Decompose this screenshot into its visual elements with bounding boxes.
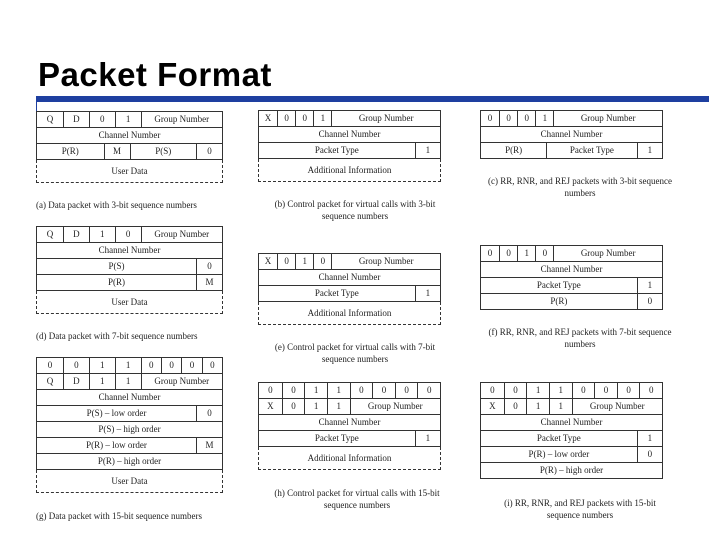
packet-field: 0 xyxy=(268,385,273,395)
data-field-row xyxy=(258,302,441,325)
header-field-row xyxy=(36,275,223,291)
packet-diagram-a xyxy=(36,111,223,183)
header-field-row xyxy=(480,447,663,463)
packet-field: User Data xyxy=(111,166,148,176)
packet-field: 1 xyxy=(327,399,350,414)
packet-field: Group Number xyxy=(572,399,663,414)
packet-field: Packet Type xyxy=(314,288,359,298)
packet-diagram-c xyxy=(480,110,663,159)
packet-field: 0 xyxy=(161,358,181,373)
header-field-row xyxy=(258,110,441,127)
packet-field: 1 xyxy=(304,399,327,414)
header-field-row xyxy=(36,422,223,438)
packet-field: 0 xyxy=(487,113,493,123)
caption-b: (b) Control packet for virtual calls with 3-bit sequence numbers xyxy=(274,199,436,221)
packet-field: Q xyxy=(46,376,54,386)
packet-field: P(R) xyxy=(550,296,568,306)
packet-field: 0 xyxy=(47,360,53,370)
header-field-row xyxy=(36,144,223,160)
caption-i: (i) RR, RNR, and REJ packets with 15-bit sequence numbers xyxy=(504,498,656,520)
packet-field: Channel Number xyxy=(540,417,603,427)
packet-diagram-g xyxy=(36,357,223,493)
packet-field: 1 xyxy=(526,399,549,414)
packet-field: Channel Number xyxy=(318,272,381,282)
header-field-row xyxy=(258,399,441,415)
data-field-row xyxy=(36,470,223,493)
packet-field: 0 xyxy=(572,383,595,398)
packet-field: 1 xyxy=(327,383,350,398)
packet-field: Group Number xyxy=(553,246,662,261)
packet-field: P(R) xyxy=(108,277,126,287)
packet-field: 0 xyxy=(637,447,662,462)
packet-field: 0 xyxy=(594,383,617,398)
header-field-row xyxy=(258,382,441,399)
data-field-row xyxy=(36,160,223,183)
packet-field: 0 xyxy=(196,406,222,421)
packet-field: Channel Number xyxy=(318,129,381,139)
packet-field: 1 xyxy=(637,278,662,293)
packet-field: User Data xyxy=(111,476,148,486)
packet-field: 0 xyxy=(372,383,395,398)
packet-field: 0 xyxy=(504,399,527,414)
packet-field: 0 xyxy=(350,383,373,398)
packet-field: Packet Type xyxy=(314,145,359,155)
packet-field: Packet Type xyxy=(536,433,581,443)
header-field-row xyxy=(480,294,663,310)
packet-field: Q xyxy=(46,114,54,124)
packet-field: 0 xyxy=(517,111,535,126)
packet-field: Group Number xyxy=(141,112,222,127)
packet-field: Channel Number xyxy=(98,245,161,255)
packet-field: Additional Information xyxy=(307,308,392,318)
page-title: Packet Format xyxy=(38,56,272,93)
packet-diagram-h xyxy=(258,382,441,470)
packet-field: 1 xyxy=(637,431,662,446)
packet-field: 0 xyxy=(535,246,553,261)
header-field-row xyxy=(258,127,441,143)
packet-field: 0 xyxy=(313,254,331,269)
header-field-row xyxy=(480,245,663,262)
packet-field: X xyxy=(264,256,272,266)
packet-field: 0 xyxy=(277,254,295,269)
header-field-row xyxy=(258,143,441,159)
packet-field: 1 xyxy=(415,431,440,446)
packet-field: 1 xyxy=(115,374,141,389)
packet-field: 0 xyxy=(504,383,527,398)
packet-field: 0 xyxy=(141,358,161,373)
packet-field: Group Number xyxy=(553,111,662,126)
header-field-row xyxy=(480,262,663,278)
header-field-row xyxy=(36,243,223,259)
header-field-row xyxy=(36,226,223,243)
packet-field: Packet Type xyxy=(546,143,637,158)
data-field-row xyxy=(36,291,223,314)
header-field-row xyxy=(480,463,663,479)
packet-field: 0 xyxy=(115,227,141,242)
title-underline xyxy=(36,96,709,102)
header-field-row xyxy=(36,111,223,128)
caption-g: (g) Data packet with 15-bit sequence numbers xyxy=(36,511,202,521)
header-field-row xyxy=(36,259,223,275)
packet-field: Group Number xyxy=(331,254,440,269)
packet-field: M xyxy=(196,438,222,453)
packet-field: 1 xyxy=(637,143,662,158)
packet-field: P(S) – high order xyxy=(98,424,161,434)
packet-field: 0 xyxy=(277,111,295,126)
packet-field: 0 xyxy=(181,358,201,373)
packet-field: 0 xyxy=(282,383,305,398)
header-field-row xyxy=(258,286,441,302)
caption-d: (d) Data packet with 7-bit sequence numbers xyxy=(36,331,198,341)
header-field-row xyxy=(36,454,223,470)
packet-field: 1 xyxy=(549,399,572,414)
packet-field: 1 xyxy=(89,374,115,389)
packet-field: 1 xyxy=(115,358,141,373)
packet-field: 1 xyxy=(115,112,141,127)
packet-field: X xyxy=(264,113,272,123)
packet-field: 1 xyxy=(304,383,327,398)
packet-field: M xyxy=(104,144,130,159)
packet-field: P(R) – high order xyxy=(97,456,162,466)
packet-field: M xyxy=(196,275,222,290)
packet-field: D xyxy=(63,374,89,389)
packet-field: Channel Number xyxy=(98,392,161,402)
packet-diagram-f xyxy=(480,245,663,310)
packet-field: P(R) – high order xyxy=(539,465,604,475)
packet-field: Channel Number xyxy=(98,130,161,140)
header-field-row xyxy=(36,406,223,422)
data-field-row xyxy=(258,447,441,470)
packet-field: Channel Number xyxy=(318,417,381,427)
header-field-row xyxy=(36,438,223,454)
header-field-row xyxy=(258,270,441,286)
packet-field: P(R) – low order xyxy=(528,449,590,459)
packet-field: P(R) – low order xyxy=(86,440,147,450)
packet-field: 0 xyxy=(282,399,305,414)
header-field-row xyxy=(480,431,663,447)
packet-field: 0 xyxy=(295,111,313,126)
packet-field: 1 xyxy=(517,246,535,261)
packet-field: X xyxy=(267,401,274,411)
packet-field: Group Number xyxy=(331,111,440,126)
packet-field: 1 xyxy=(295,254,313,269)
packet-field: Group Number xyxy=(141,227,222,242)
packet-field: 0 xyxy=(417,383,440,398)
packet-field: Q xyxy=(46,229,54,239)
packet-field: 1 xyxy=(313,111,331,126)
caption-c: (c) RR, RNR, and REJ packets with 3-bit sequence numbers xyxy=(488,176,672,198)
packet-field: 1 xyxy=(526,383,549,398)
header-field-row xyxy=(258,431,441,447)
caption-e: (e) Control packet for virtual calls with 7-bit sequence numbers xyxy=(274,342,436,364)
packet-field: 0 xyxy=(196,144,222,159)
packet-field: P(S) xyxy=(108,261,125,271)
packet-field: 1 xyxy=(415,286,440,301)
packet-field: Packet Type xyxy=(536,280,581,290)
packet-field: D xyxy=(63,112,89,127)
packet-diagram-b xyxy=(258,110,441,182)
caption-h: (h) Control packet for virtual calls with 15-bit sequence numbers xyxy=(274,488,440,510)
packet-field: 0 xyxy=(499,111,517,126)
header-field-row xyxy=(480,382,663,399)
packet-field: X xyxy=(489,401,496,411)
packet-field: 1 xyxy=(415,143,440,158)
packet-field: P(R) xyxy=(505,145,523,155)
packet-field: 0 xyxy=(490,385,495,395)
header-field-row xyxy=(36,128,223,144)
packet-field: P(R) xyxy=(61,146,79,156)
caption-a: (a) Data packet with 3-bit sequence numbers xyxy=(36,200,197,210)
header-field-row xyxy=(36,374,223,390)
packet-field: 0 xyxy=(89,112,115,127)
header-field-row xyxy=(480,110,663,127)
packet-field: Group Number xyxy=(141,374,222,389)
packet-field: 0 xyxy=(639,383,662,398)
packet-field: Additional Information xyxy=(307,453,392,463)
header-field-row xyxy=(480,278,663,294)
packet-field: P(S) – low order xyxy=(86,408,147,418)
packet-field: 1 xyxy=(89,358,115,373)
packet-diagram-e xyxy=(258,253,441,325)
packet-field: 0 xyxy=(196,259,222,274)
packet-diagram-i xyxy=(480,382,663,479)
header-field-row xyxy=(36,390,223,406)
header-field-row xyxy=(480,143,663,159)
packet-field: 0 xyxy=(637,294,662,309)
packet-field: Packet Type xyxy=(314,433,359,443)
packet-field: 0 xyxy=(63,358,89,373)
packet-field: D xyxy=(63,227,89,242)
packet-field: P(S) xyxy=(130,144,197,159)
packet-field: 0 xyxy=(499,246,517,261)
header-field-row xyxy=(258,253,441,270)
packet-field: User Data xyxy=(111,297,148,307)
packet-field: 0 xyxy=(395,383,418,398)
packet-field: 1 xyxy=(549,383,572,398)
packet-field: 0 xyxy=(202,358,222,373)
data-field-row xyxy=(258,159,441,182)
packet-field: Channel Number xyxy=(540,264,603,274)
packet-field: Channel Number xyxy=(540,129,603,139)
header-field-row xyxy=(36,357,223,374)
packet-field: Additional Information xyxy=(307,165,392,175)
packet-field: Group Number xyxy=(350,399,441,414)
packet-field: 1 xyxy=(535,111,553,126)
packet-field: 0 xyxy=(617,383,640,398)
packet-diagram-d xyxy=(36,226,223,314)
packet-field: 0 xyxy=(487,248,493,258)
header-field-row xyxy=(480,127,663,143)
header-field-row xyxy=(480,415,663,431)
header-field-row xyxy=(480,399,663,415)
caption-f: (f) RR, RNR, and REJ packets with 7-bit sequence numbers xyxy=(488,327,672,349)
packet-field: 1 xyxy=(89,227,115,242)
header-field-row xyxy=(258,415,441,431)
